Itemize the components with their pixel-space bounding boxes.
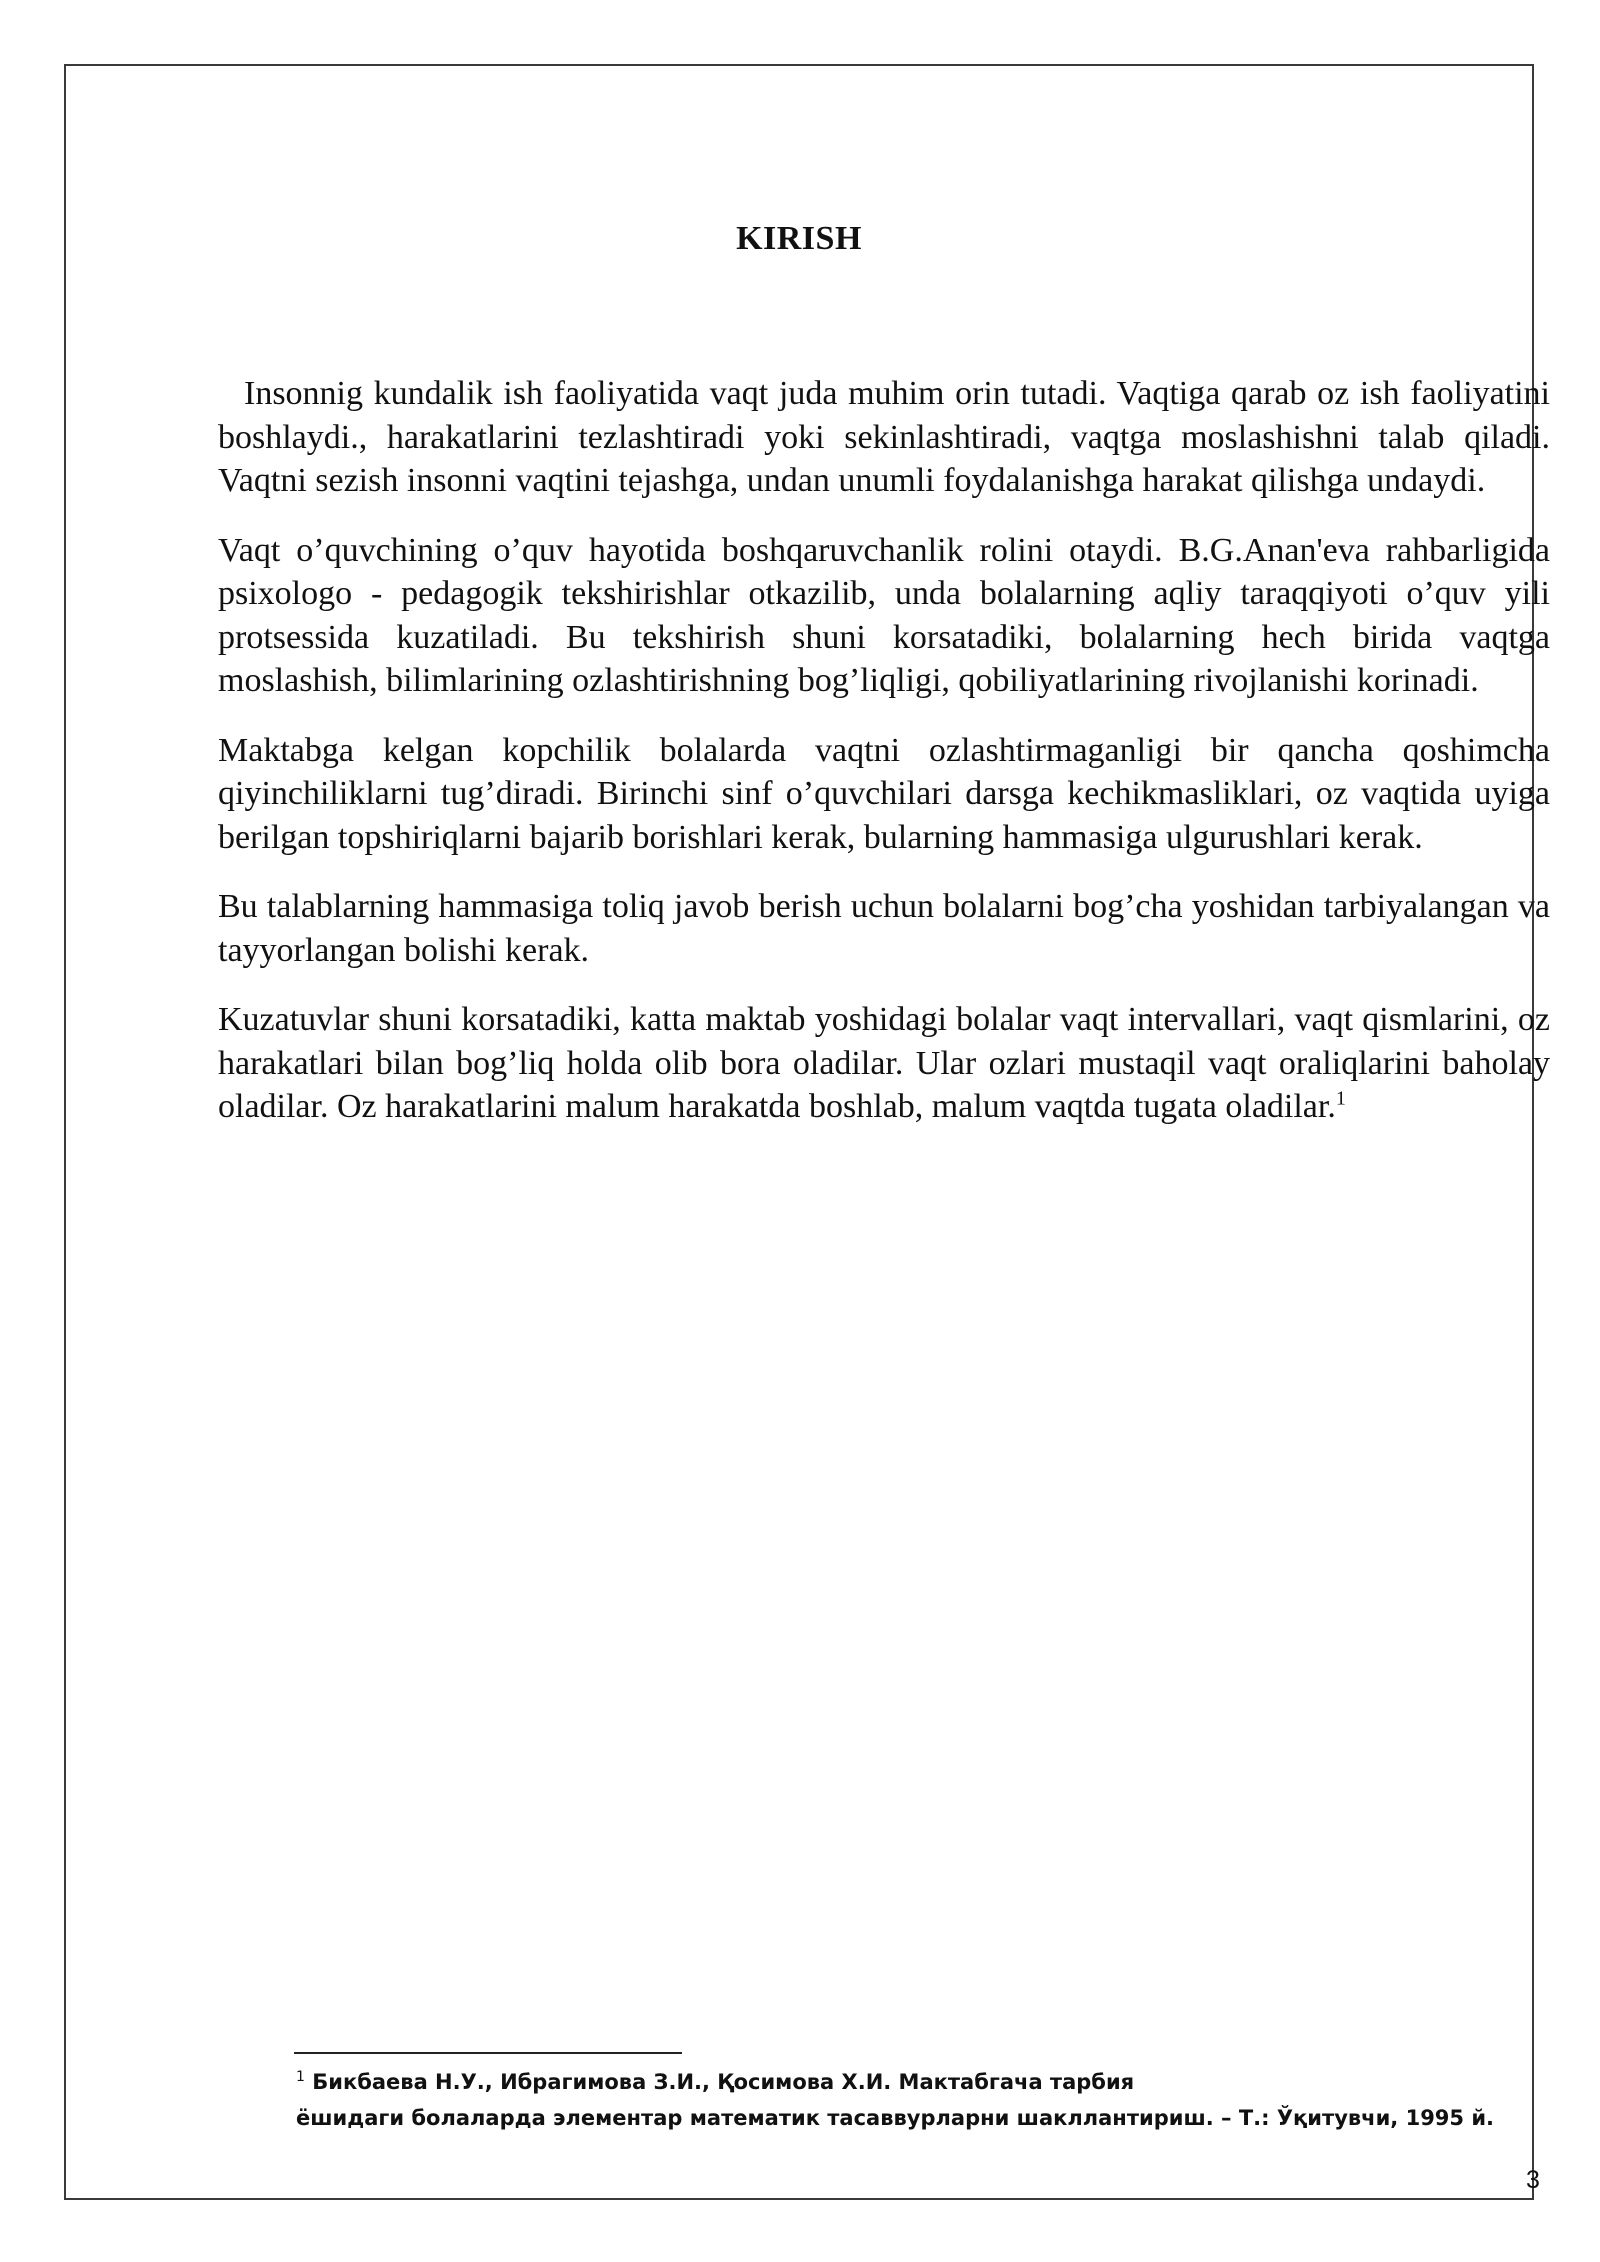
paragraph-2: Vaqt o’quvchining o’quv hayotida boshqaruvchanlik rolini otaydi. B.G.Anan'eva rahbarligida psixologo - pedagogik tekshirishlar otkazilib, unda bolalarning aqliy taraqqiyoti o’quv yili protsessida kuzatiladi. Bu tekshirish shuni korsatadiki, bolalarning hech birida vaqtga moslashish, bilimlarining ozlashtirishning bog’liqligi, qobiliyatlarining rivojlanishi korinadi. (218, 531, 1550, 699)
footnote-text-1: Бикбаева Н.У., Ибрагимова З.И., Қосимова Х.И. Мактабгача тарбия (312, 2070, 1135, 2094)
page-number: 3 (1526, 2166, 1540, 2194)
footnote-number: 1 (296, 2069, 305, 2085)
paragraph-1: Insonnig kundalik ish faoliyatida vaqt juda muhim orin tutadi. Vaqtiga qarab oz ish faoliyatini boshlaydi., harakatlarini tezlashtiradi yoki sekinlashtiradi, vaqtga moslashishni talab qiladi. Vaqtni sezish insonni vaqtini tejashga, undan unumli foydalanishga harakat qilishga undaydi. (218, 375, 1550, 499)
body-text (218, 372, 1550, 1155)
paragraph-3: Maktabga kelgan kopchilik bolalarda vaqtni ozlashtirmaganligi bir qancha qoshimcha qiyinchiliklarni tug’diradi. Birinchi sinf o’quvchilari darsga kechikmasliklari, oz vaqtida uyiga berilgan topshiriqlarni bajarib borishlari kerak, bularning hammasiga ulgurushlari kerak. (218, 731, 1550, 856)
page-title: KIRISH (736, 220, 862, 257)
footnote (296, 2064, 1496, 2136)
paragraph-4: Bu talablarning hammasiga toliq javob berish uchun bolalarni bog’cha yoshidan tarbiyalangan va tayyorlangan bolishi kerak. (218, 888, 1550, 969)
footnote-separator (294, 2052, 682, 2054)
paragraph-5-text: Kuzatuvlar shuni korsatadiki, katta maktab yoshidagi bolalar vaqt intervallari, vaqt qismlarini, oz harakatlari bilan bog’liq holda olib bora oladilar. Ular ozlari mustaqil vaqt oraliqlarini baholay oladilar. Oz harakatlarini malum harakatda boshlab, malum vaqtda tugata oladilar. (218, 1001, 1550, 1125)
footnote-line-1 (296, 2064, 1496, 2100)
footnote-text-2: ёшидаги болаларда элементар математик тасаввурларни шакллантириш. – Т.: Ўқитувчи, 1995 й. (296, 2106, 1495, 2130)
footnote-reference[interactable]: 1 (1335, 1087, 1346, 1110)
page (64, 64, 1550, 2200)
paragraph-5 (218, 998, 1550, 1129)
